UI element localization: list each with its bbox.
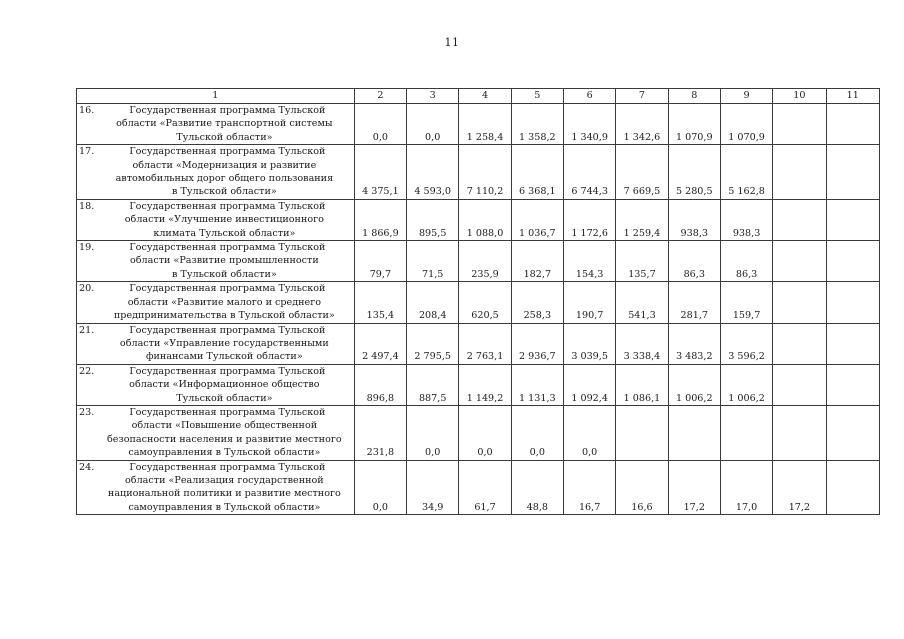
value-cell-col-6: 1 340,9 xyxy=(563,104,615,145)
budget-table xyxy=(76,88,880,515)
value-cell-col-11 xyxy=(826,199,879,240)
value-cell-col-6: 0,0 xyxy=(563,405,615,460)
program-name-line: Государственная программа Тульской xyxy=(129,283,326,295)
program-name-cell xyxy=(77,323,355,364)
value-cell-col-3: 208,4 xyxy=(407,282,459,323)
value-cell-col-3: 2 795,5 xyxy=(407,323,459,364)
program-name-line: области «Развитие промышленности xyxy=(129,255,319,267)
value-cell-col-5: 182,7 xyxy=(511,241,563,282)
value-cell-col-3: 0,0 xyxy=(407,405,459,460)
value-cell-col-4: 620,5 xyxy=(459,282,511,323)
value-cell-col-7: 16,6 xyxy=(616,460,668,515)
value-cell-col-10 xyxy=(773,199,826,240)
table-row xyxy=(77,104,880,145)
value-cell-col-5: 48,8 xyxy=(511,460,563,515)
value-cell-col-8: 3 483,2 xyxy=(668,323,720,364)
value-cell-col-2: 231,8 xyxy=(354,405,406,460)
value-cell-col-5: 2 936,7 xyxy=(511,323,563,364)
value-cell-col-8: 281,7 xyxy=(668,282,720,323)
program-name-line: области «Повышение общественной xyxy=(131,420,318,432)
column-header-10: 10 xyxy=(773,89,826,104)
program-name-cell xyxy=(77,241,355,282)
value-cell-col-9: 1 006,2 xyxy=(720,364,772,405)
table-body xyxy=(77,104,880,515)
column-header-3: 3 xyxy=(407,89,459,104)
table-row xyxy=(77,241,880,282)
value-cell-col-7: 1 086,1 xyxy=(616,364,668,405)
program-name-line: области «Управление государственными xyxy=(119,337,329,349)
value-cell-col-2: 2 497,4 xyxy=(354,323,406,364)
program-name-line: Государственная программа Тульской xyxy=(129,200,326,212)
program-name-line: предпринимательства в Тульской области» xyxy=(113,310,335,322)
value-cell-col-6: 6 744,3 xyxy=(563,145,615,200)
value-cell-col-9: 86,3 xyxy=(720,241,772,282)
program-name-cell xyxy=(77,364,355,405)
program-name-line: финансами Тульской области» xyxy=(146,351,303,363)
value-cell-col-3: 71,5 xyxy=(407,241,459,282)
value-cell-col-9: 1 070,9 xyxy=(720,104,772,145)
program-name-line: самоуправления в Тульской области» xyxy=(128,501,321,513)
value-cell-col-10 xyxy=(773,405,826,460)
program-name-line: Государственная программа Тульской xyxy=(129,324,326,336)
value-cell-col-10: 17,2 xyxy=(773,460,826,515)
program-name-line: области «Информационное общество xyxy=(129,379,320,391)
row-number: 23. xyxy=(79,406,95,418)
value-cell-col-4: 7 110,2 xyxy=(459,145,511,200)
value-cell-col-6: 154,3 xyxy=(563,241,615,282)
value-cell-col-3: 4 593,0 xyxy=(407,145,459,200)
value-cell-col-5: 1 358,2 xyxy=(511,104,563,145)
value-cell-col-5: 0,0 xyxy=(511,405,563,460)
value-cell-col-11 xyxy=(826,323,879,364)
value-cell-col-11 xyxy=(826,282,879,323)
program-name-line: Государственная программа Тульской xyxy=(129,406,326,418)
table-header-row xyxy=(77,89,880,104)
row-number: 16. xyxy=(79,105,95,116)
value-cell-col-6: 190,7 xyxy=(563,282,615,323)
value-cell-col-8: 5 280,5 xyxy=(668,145,720,200)
value-cell-col-9: 159,7 xyxy=(720,282,772,323)
value-cell-col-8: 86,3 xyxy=(668,241,720,282)
page-number: 11 xyxy=(444,36,460,49)
column-header-7: 7 xyxy=(616,89,668,104)
program-name-line: в Тульской области» xyxy=(172,268,277,280)
value-cell-col-6: 3 039,5 xyxy=(563,323,615,364)
value-cell-col-4: 0,0 xyxy=(459,405,511,460)
value-cell-col-9: 3 596,2 xyxy=(720,323,772,364)
program-name-cell xyxy=(77,282,355,323)
column-header-6: 6 xyxy=(563,89,615,104)
value-cell-col-6: 1 172,6 xyxy=(563,199,615,240)
value-cell-col-3: 34,9 xyxy=(407,460,459,515)
column-header-2: 2 xyxy=(354,89,406,104)
value-cell-col-11 xyxy=(826,104,879,145)
value-cell-col-9 xyxy=(720,405,772,460)
value-cell-col-10 xyxy=(773,364,826,405)
table-row xyxy=(77,405,880,460)
value-cell-col-6: 16,7 xyxy=(563,460,615,515)
table-row xyxy=(77,460,880,515)
program-name-line: области «Улучшение инвестиционного xyxy=(124,214,324,226)
column-header-5: 5 xyxy=(511,89,563,104)
value-cell-col-7: 3 338,4 xyxy=(616,323,668,364)
value-cell-col-11 xyxy=(826,460,879,515)
column-header-8: 8 xyxy=(668,89,720,104)
table-row xyxy=(77,323,880,364)
value-cell-col-7 xyxy=(616,405,668,460)
value-cell-col-10 xyxy=(773,241,826,282)
program-name-line: области «Модернизация и развитие xyxy=(132,159,317,171)
value-cell-col-4: 2 763,1 xyxy=(459,323,511,364)
value-cell-col-10 xyxy=(773,323,826,364)
value-cell-col-2: 135,4 xyxy=(354,282,406,323)
value-cell-col-11 xyxy=(826,405,879,460)
row-number: 21. xyxy=(79,324,95,336)
program-name-line: Государственная программа Тульской xyxy=(129,242,326,254)
value-cell-col-8 xyxy=(668,405,720,460)
value-cell-col-4: 235,9 xyxy=(459,241,511,282)
program-name-line: самоуправления в Тульской области» xyxy=(128,447,321,459)
value-cell-col-11 xyxy=(826,241,879,282)
value-cell-col-4: 61,7 xyxy=(459,460,511,515)
program-name-line: национальной политики и развитие местного xyxy=(107,488,341,500)
program-name-line: Государственная программа Тульской xyxy=(129,461,326,473)
value-cell-col-2: 896,8 xyxy=(354,364,406,405)
program-name-line: безопасности населения и развитие местного xyxy=(107,433,342,445)
value-cell-col-7: 1 342,6 xyxy=(616,104,668,145)
program-name-line: Тульской области» xyxy=(176,392,273,404)
program-name-line: автомобильных дорог общего пользования xyxy=(115,173,334,185)
value-cell-col-4: 1 149,2 xyxy=(459,364,511,405)
value-cell-col-4: 1 088,0 xyxy=(459,199,511,240)
value-cell-col-9: 17,0 xyxy=(720,460,772,515)
value-cell-col-11 xyxy=(826,145,879,200)
column-header-11: 11 xyxy=(826,89,879,104)
table-row xyxy=(77,364,880,405)
value-cell-col-5: 6 368,1 xyxy=(511,145,563,200)
value-cell-col-9: 938,3 xyxy=(720,199,772,240)
column-header-4: 4 xyxy=(459,89,511,104)
value-cell-col-4: 1 258,4 xyxy=(459,104,511,145)
row-number: 18. xyxy=(79,200,95,212)
column-header-9: 9 xyxy=(720,89,772,104)
value-cell-col-5: 1 131,3 xyxy=(511,364,563,405)
program-name-cell xyxy=(77,145,355,200)
program-name-line: области «Развитие транспортной системы xyxy=(116,118,333,130)
value-cell-col-7: 1 259,4 xyxy=(616,199,668,240)
program-name-cell xyxy=(77,460,355,515)
value-cell-col-8: 938,3 xyxy=(668,199,720,240)
value-cell-col-10 xyxy=(773,282,826,323)
value-cell-col-2: 0,0 xyxy=(354,460,406,515)
value-cell-col-2: 4 375,1 xyxy=(354,145,406,200)
value-cell-col-3: 895,5 xyxy=(407,199,459,240)
value-cell-col-9: 5 162,8 xyxy=(720,145,772,200)
row-number: 19. xyxy=(79,242,95,254)
column-header-1: 1 xyxy=(77,89,355,104)
value-cell-col-7: 135,7 xyxy=(616,241,668,282)
program-name-line: климата Тульской области» xyxy=(153,227,296,239)
program-name-line: Государственная программа Тульской xyxy=(129,105,326,116)
row-number: 22. xyxy=(79,365,95,377)
program-name-line: Государственная программа Тульской xyxy=(129,365,326,377)
program-name-cell xyxy=(77,104,355,145)
program-name-line: Тульской области» xyxy=(176,131,273,143)
value-cell-col-8: 17,2 xyxy=(668,460,720,515)
table-row xyxy=(77,282,880,323)
value-cell-col-3: 0,0 xyxy=(407,104,459,145)
value-cell-col-8: 1 006,2 xyxy=(668,364,720,405)
row-number: 24. xyxy=(79,461,95,473)
value-cell-col-5: 258,3 xyxy=(511,282,563,323)
value-cell-col-2: 0,0 xyxy=(354,104,406,145)
program-name-line: области «Развитие малого и среднего xyxy=(127,296,322,308)
value-cell-col-7: 541,3 xyxy=(616,282,668,323)
value-cell-col-5: 1 036,7 xyxy=(511,199,563,240)
value-cell-col-7: 7 669,5 xyxy=(616,145,668,200)
program-name-line: Государственная программа Тульской xyxy=(129,146,326,158)
value-cell-col-6: 1 092,4 xyxy=(563,364,615,405)
program-name-cell xyxy=(77,199,355,240)
value-cell-col-8: 1 070,9 xyxy=(668,104,720,145)
program-name-line: области «Реализация государственной xyxy=(125,474,324,486)
row-number: 20. xyxy=(79,283,95,295)
table-row xyxy=(77,145,880,200)
program-name-cell xyxy=(77,405,355,460)
row-number: 17. xyxy=(79,146,95,158)
value-cell-col-10 xyxy=(773,104,826,145)
value-cell-col-2: 1 866,9 xyxy=(354,199,406,240)
value-cell-col-3: 887,5 xyxy=(407,364,459,405)
value-cell-col-10 xyxy=(773,145,826,200)
table-row xyxy=(77,199,880,240)
value-cell-col-11 xyxy=(826,364,879,405)
value-cell-col-2: 79,7 xyxy=(354,241,406,282)
program-name-line: в Тульской области» xyxy=(172,186,277,198)
